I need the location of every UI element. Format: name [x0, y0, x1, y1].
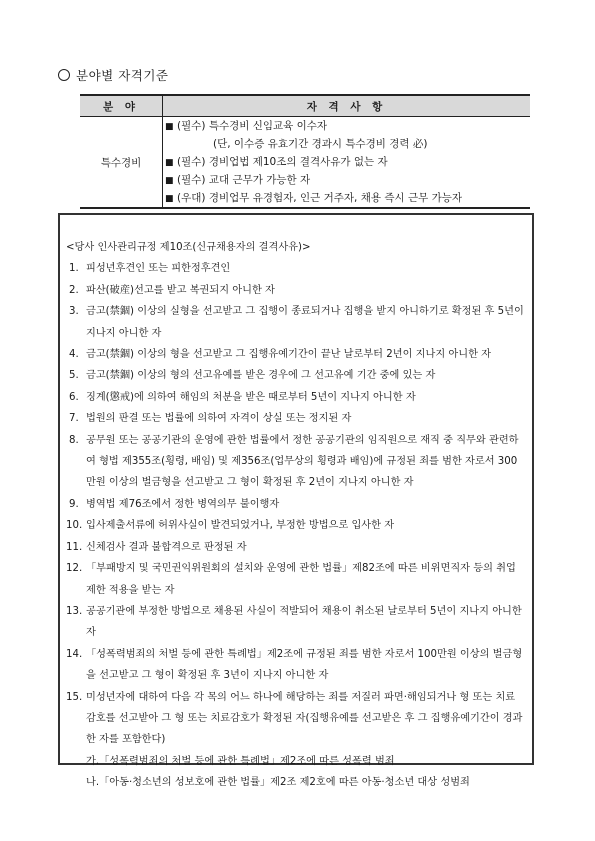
item-number: 3.	[69, 306, 79, 318]
item-number: 9.	[69, 498, 79, 510]
header-field: 분 야	[80, 95, 163, 117]
square-bullet-icon: ■	[165, 176, 174, 186]
qualification-line	[165, 171, 530, 189]
disqualification-item	[66, 687, 524, 751]
square-bullet-icon: ■	[165, 158, 174, 168]
disqualification-item	[66, 365, 524, 386]
disqualification-item	[66, 537, 524, 558]
section-title	[58, 66, 169, 84]
disqualification-subitem: 가.「성폭력범죄의 처벌 등에 관한 특례법」제2조에 따른 성폭력 범죄	[86, 755, 395, 767]
item-text: 법원의 판결 또는 법률에 의하여 자격이 상실 또는 정지된 자	[86, 413, 352, 425]
item-number: 14.	[66, 648, 83, 660]
disqualification-heading: <당사 인사관리규정 제10조(신규채용자의 결격사유)>	[66, 242, 311, 253]
item-text: 공공기관에 부정한 방법으로 채용된 사실이 적발되어 채용이 취소된 날로부터 5년이 지나지 아니한 자	[86, 605, 522, 639]
disqualification-item	[66, 258, 524, 279]
item-text: 금고(禁錮) 이상의 실형을 선고받고 그 집행이 종료되거나 집행을 받지 아니하기로 확정된 후 5년이 지나지 아니한 자	[86, 306, 524, 339]
item-number: 2.	[69, 284, 79, 296]
disqualification-item	[66, 515, 524, 536]
square-bullet-icon: ■	[165, 122, 174, 132]
item-number: 15.	[66, 691, 83, 703]
item-text: 금고(禁錮) 이상의 형의 선고유예를 받은 경우에 그 선고유예 기간 중에 있는 자	[86, 370, 436, 382]
disqualification-item	[66, 387, 524, 408]
item-text: 피성년후견인 또는 피한정후견인	[86, 263, 231, 275]
header-qualifications: 자 격 사 항	[163, 95, 531, 117]
qualification-note	[165, 135, 530, 153]
item-text: 병역법 제76조에서 정한 병역의무 불이행자	[86, 498, 280, 510]
item-text: 입사제출서류에 허위사실이 발견되었거나, 부정한 방법으로 입사한 자	[86, 520, 395, 532]
item-number: 13.	[66, 605, 83, 617]
disqualification-item	[66, 280, 524, 301]
disqualification-item	[66, 408, 524, 429]
item-text: 징계(懲戒)에 의하여 해임의 처분을 받은 때로부터 5년이 지나지 아니한 자	[86, 391, 416, 403]
section-title-text: 분야별 자격기준	[76, 68, 169, 83]
qualification-line	[165, 153, 530, 171]
field-cell: 특수경비	[80, 117, 163, 209]
item-text: 미성년자에 대하여 다음 각 목의 어느 하나에 해당하는 죄를 저질러 파면·해임되거나 형 또는 치료감호를 선고받아 그 형 또는 치료감호가 확정된 자(집행유예를 선고받은 후 그 집행유예기간이 경과한 자를 포함한다)	[86, 691, 523, 746]
table-header-row	[80, 95, 530, 117]
item-number: 5.	[69, 370, 79, 382]
item-text: 금고(禁錮) 이상의 형을 선고받고 그 집행유예기간이 끝난 날로부터 2년이 지나지 아니한 자	[86, 349, 492, 361]
item-number: 8.	[69, 434, 79, 446]
item-number: 10.	[66, 520, 83, 532]
disqualification-item	[66, 601, 524, 644]
qualification-line	[165, 117, 530, 135]
qualification-text: (필수) 교대 근무가 가능한 자	[177, 174, 311, 186]
square-bullet-icon: ■	[165, 194, 174, 204]
item-text: 「부패방지 및 국민권익위원회의 설치와 운영에 관한 법률」제82조에 따른 비위면직자 등의 취업제한 적용을 받는 자	[86, 563, 516, 596]
disqualification-subitem: 나.「아동·청소년의 성보호에 관한 법률」제2조 제2호에 따른 아동·청소년 대상 성범죄	[86, 777, 470, 789]
circle-bullet-icon	[58, 69, 70, 81]
disqualification-item	[66, 494, 524, 515]
item-number: 6.	[69, 391, 79, 403]
qualification-text: (우대) 경비업무 유경험자, 인근 거주자, 채용 즉시 근무 가능자	[177, 192, 463, 204]
disqualification-item	[66, 344, 524, 365]
item-number: 12.	[66, 563, 83, 575]
disqualification-item	[66, 430, 524, 494]
disqualification-item	[66, 558, 524, 601]
qualification-table	[80, 94, 530, 209]
item-text: 파산(破産)선고를 받고 복권되지 아니한 자	[86, 284, 275, 296]
item-number: 4.	[69, 349, 79, 361]
qualification-text: (필수) 경비업법 제10조의 결격사유가 없는 자	[177, 156, 388, 168]
item-number: 7.	[69, 413, 79, 425]
disqualification-item	[66, 301, 524, 344]
qualification-list	[163, 117, 531, 209]
item-text: 「성폭력범죄의 처벌 등에 관한 특례법」제2조에 규정된 죄를 범한 자로서 100만원 이상의 벌금형을 선고받고 그 형이 확정된 후 3년이 지나지 아니한 자	[86, 648, 523, 682]
item-text: 신체검사 결과 불합격으로 판정된 자	[86, 541, 247, 553]
item-text: 공무원 또는 공공기관의 운영에 관한 법률에서 정한 공공기관의 임직원으로 재직 중 직무와 관련하여 형법 제355조(횡령, 배임) 및 제356조(업무상의 횡령과 배임)에 규정된 죄를 범한 자로서 300만원 이상의 벌금형을 선고받고 그 형이 확정된 후 2년이 지나지 아니한 자	[86, 434, 519, 489]
qualification-note-text: (단, 이수증 유효기간 경과시 특수경비 경력 必)	[213, 138, 428, 150]
item-number: 1.	[69, 263, 79, 275]
item-number: 11.	[66, 541, 83, 553]
disqualification-item	[66, 644, 524, 687]
qualification-line	[165, 189, 530, 207]
disqualification-box	[58, 213, 534, 789]
qualification-text: (필수) 특수경비 신임교육 이수자	[177, 120, 328, 132]
table-row	[80, 117, 530, 209]
